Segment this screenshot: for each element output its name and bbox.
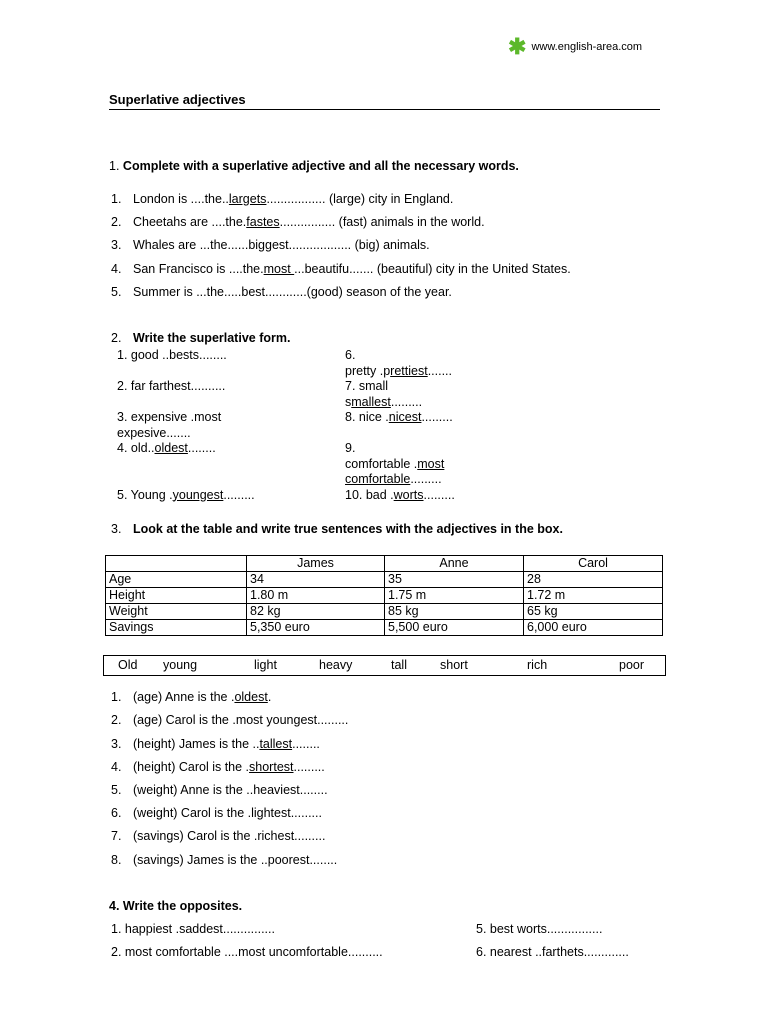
exercise-3-item: 4. (height) Carol is the .shortest......... <box>111 760 325 774</box>
superlative-right-column: 6. pretty .prettiest....... 7. small smallest......... 8. nice .nicest......... 9. comfortable .most comfortable......... 10. bad .worts......... <box>345 348 455 502</box>
section-2-heading: 2. Write the superlative form. <box>111 331 291 345</box>
exercise-1-item: 5. Summer is ...the.....best............(good) season of the year. <box>111 285 452 299</box>
word: heavy <box>319 658 353 672</box>
section-4-heading: 4. Write the opposites. <box>109 899 243 913</box>
asterisk-icon: ✱ <box>508 34 527 59</box>
word: tall <box>391 658 407 672</box>
exercise-1-item: 2. Cheetahs are ....the.fastes................ (fast) animals in the world. <box>111 215 485 229</box>
adjective-word-box <box>103 655 666 676</box>
exercise-3-item: 5. (weight) Anne is the ..heaviest........ <box>111 783 328 797</box>
word: poor <box>619 658 645 672</box>
superlative-left-column: 1. good ..bests........ 2. far farthest.......... 3. expensive .most expesive....... 4. old..oldest........ 5. Young .youngest......... <box>117 348 255 502</box>
exercise-3-item: 6. (weight) Carol is the .lightest......... <box>111 806 322 820</box>
opposite-item: 2. most comfortable ....most uncomfortable.......... <box>111 945 383 959</box>
answer: fastes <box>246 215 280 229</box>
word: short <box>440 658 468 672</box>
site-header <box>508 34 643 59</box>
opposite-item: 1. happiest .saddest............... <box>111 922 275 936</box>
section-2-title: Write the superlative form. <box>133 331 291 345</box>
answer: largets <box>228 192 267 206</box>
word: young <box>163 658 198 672</box>
site-url: www.english-area.com <box>531 41 643 53</box>
opposite-item: 6. nearest ..farthets............. <box>476 945 629 959</box>
page-title: Superlative adjectives <box>109 92 246 107</box>
table-row: Weight 82 kg 85 kg 65 kg <box>106 604 663 620</box>
section-1-title: Complete with a superlative adjective and all the necessary words. <box>122 159 519 173</box>
section-3-title: Look at the table and write true sentences with the adjectives in the box. <box>133 522 563 536</box>
section-1-number: 1. <box>109 159 120 173</box>
exercise-3-item: 7. (savings) Carol is the .richest......... <box>111 829 326 843</box>
exercise-3-item: 8. (savings) James is the ..poorest........ <box>111 853 338 867</box>
opposite-item: 5. best worts................ <box>476 922 603 936</box>
table-row: Height 1.80 m 1.75 m 1.72 m <box>106 588 663 604</box>
title-divider <box>109 109 660 110</box>
exercise-1-item: 1. London is ....the..largets................. (large) city in England. <box>111 192 454 206</box>
exercise-1-item: 3. Whales are ...the......biggest.................. (big) animals. <box>111 238 430 252</box>
exercise-3-item: 3. (height) James is the ..tallest........ <box>111 737 320 751</box>
word: light <box>254 658 277 672</box>
data-table <box>105 555 663 636</box>
table-header-row: James Anne Carol <box>106 556 663 572</box>
table-row: Age 34 35 28 <box>106 572 663 588</box>
word: Old <box>118 658 138 672</box>
answer: most <box>263 262 295 276</box>
section-1-heading <box>109 159 519 173</box>
exercise-3-item: 2. (age) Carol is the .most youngest......... <box>111 713 349 727</box>
table-row: Savings 5,350 euro 5,500 euro 6,000 euro <box>106 620 663 636</box>
exercise-1-item: 4. San Francisco is ....the.most ...beautifu....... (beautiful) city in the United States. <box>111 262 571 276</box>
exercise-3-item: 1. (age) Anne is the .oldest. <box>111 690 272 704</box>
section-3-heading: 3. Look at the table and write true sentences with the adjectives in the box. <box>111 522 563 536</box>
word: rich <box>527 658 548 672</box>
